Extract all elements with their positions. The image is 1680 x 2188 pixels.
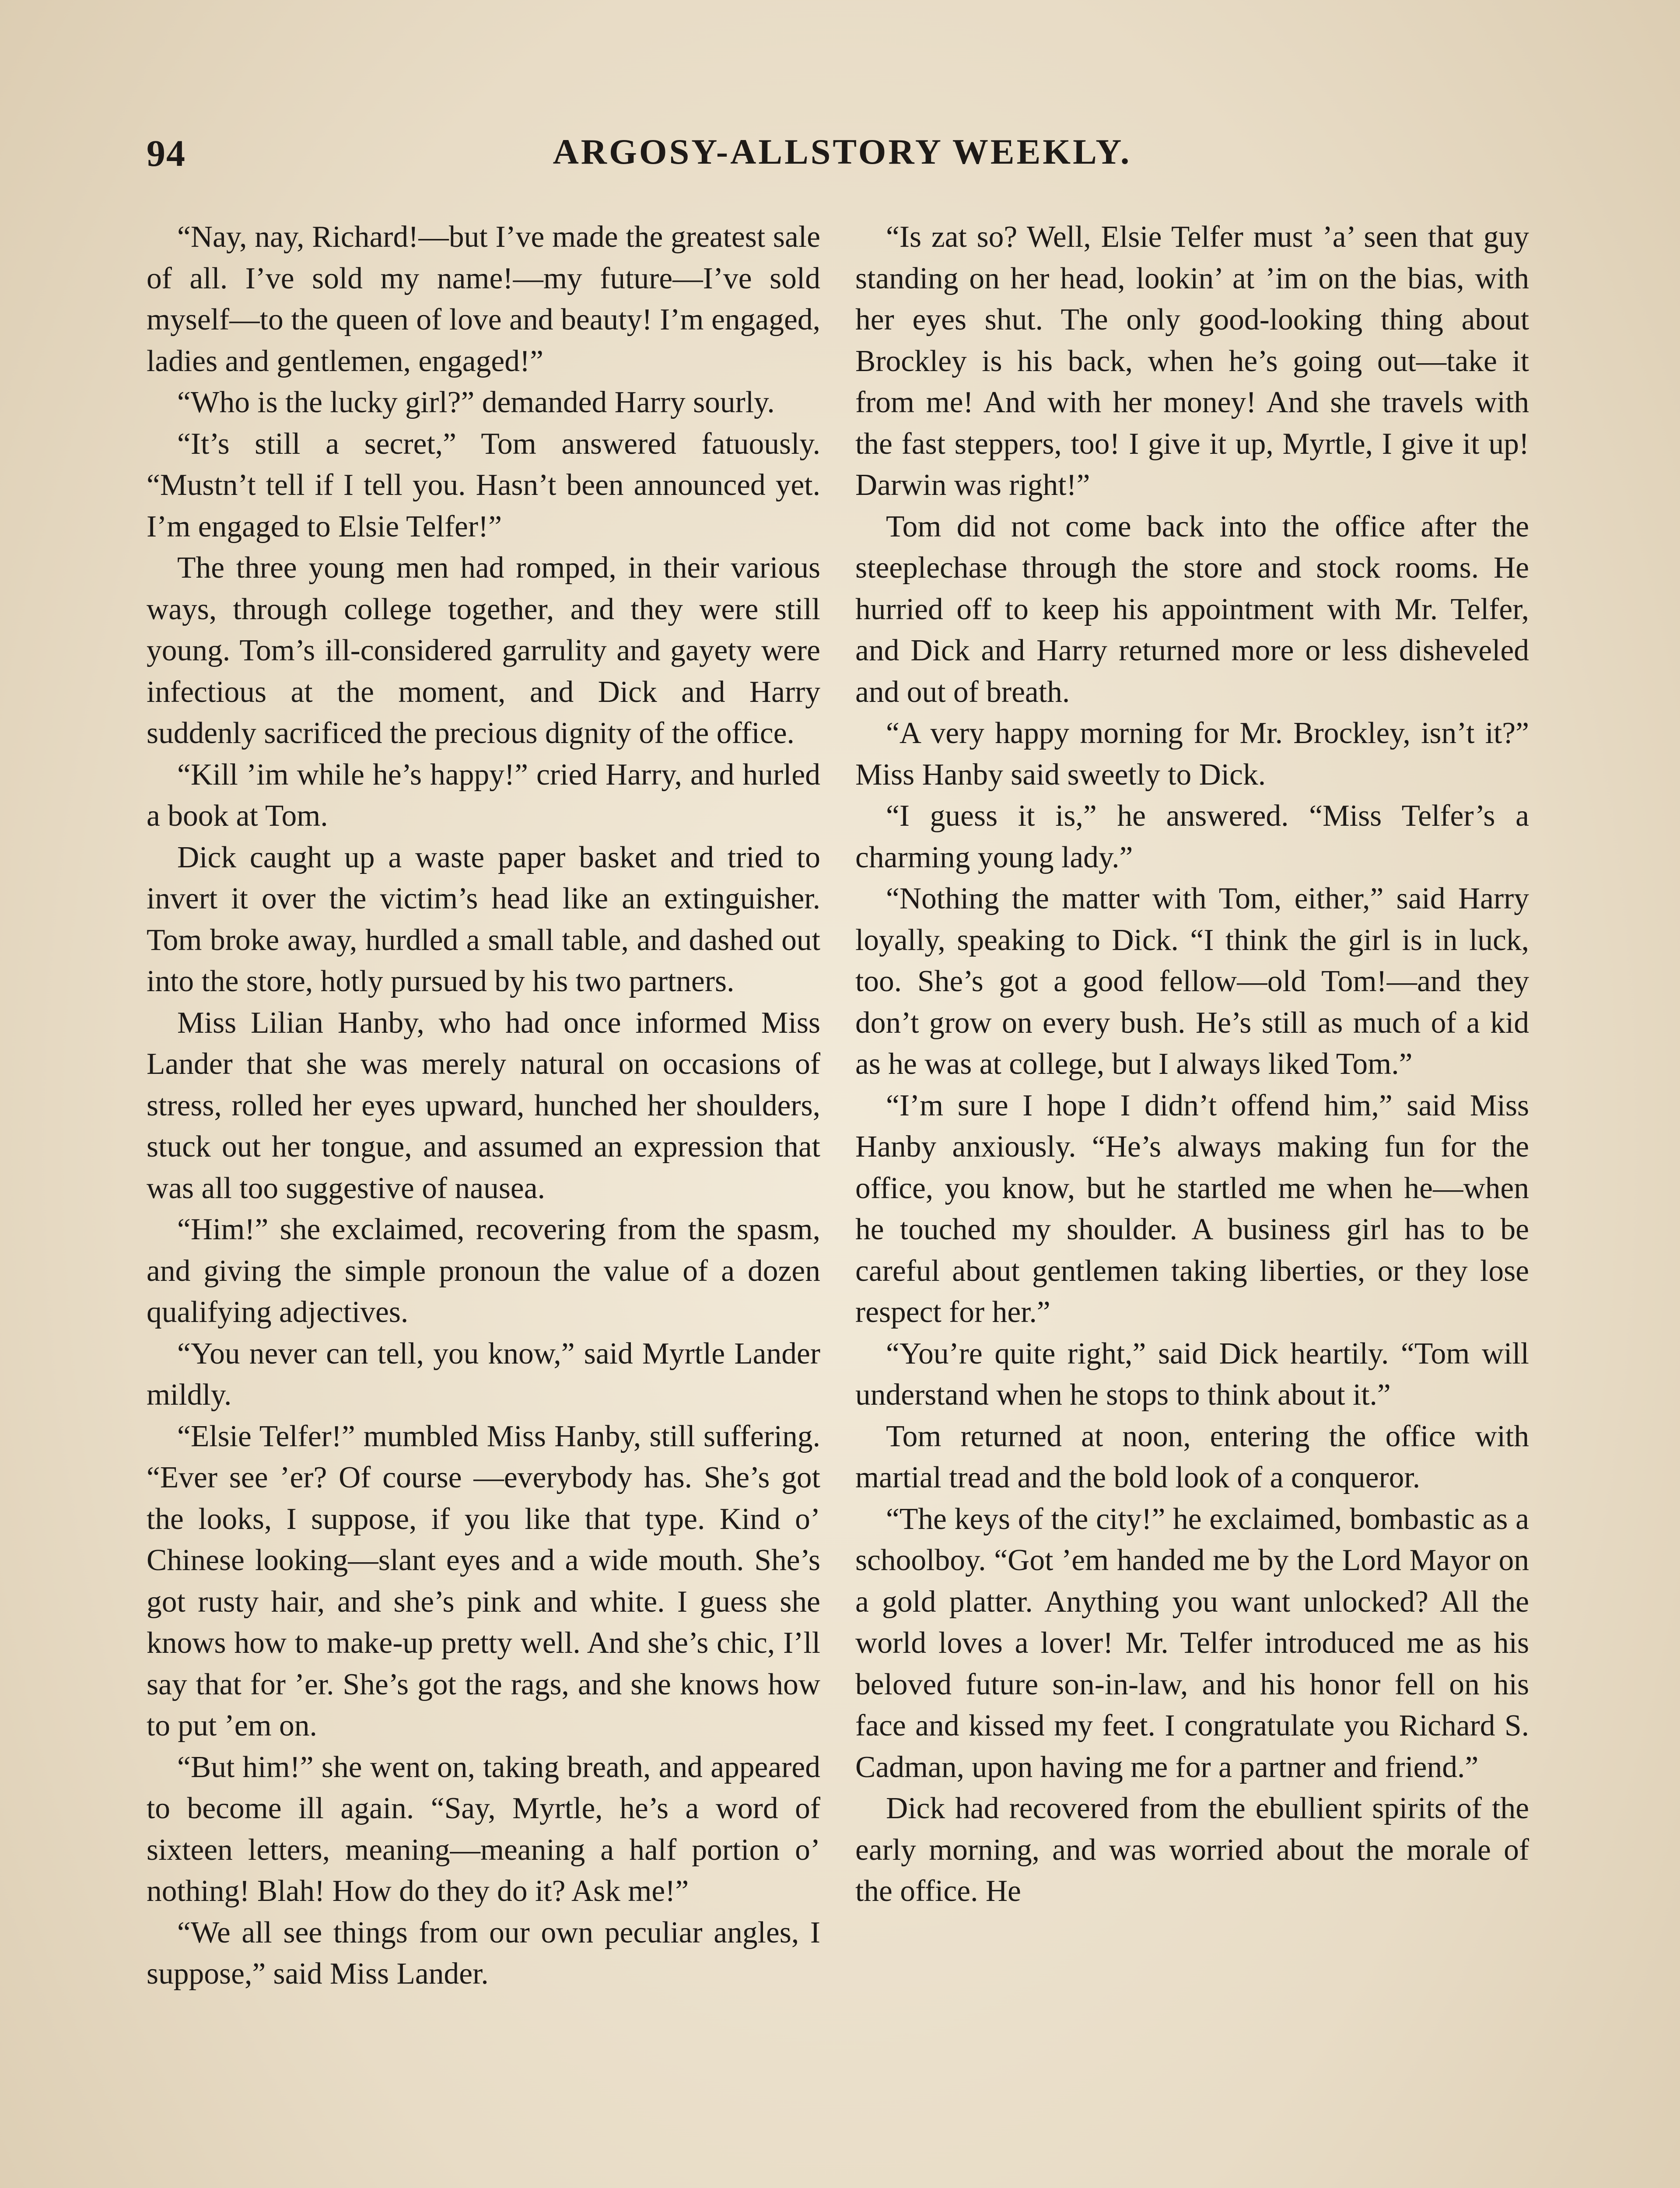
paragraph: “It’s still a secret,” Tom answered fatuously. “Mustn’t tell if I tell you. Hasn’t been announced yet. I’m engaged to Elsie Telfer!”	[147, 427, 820, 543]
paragraph: Tom did not come back into the office after the steeplechase through the store and stock rooms. He hurried off to keep his appointment with Mr. Telfer, and Dick and Harry returned more or less disheveled and out of breath.	[855, 509, 1529, 709]
paragraph: Miss Lilian Hanby, who had once informed Miss Lander that she was merely natural on occasions of stress, rolled her eyes upward, hunched her shoulders, stuck out her tongue, and assumed an expression that was all too suggestive of nausea.	[147, 1006, 820, 1205]
paragraph: “Nay, nay, Richard!—but I’ve made the greatest sale of all. I’ve sold my name!—my future—I’ve sold myself—to the queen of love and beauty! I’m engaged, ladies and gentlemen, engaged!”	[147, 220, 820, 378]
page-number: 94	[147, 132, 186, 174]
paragraph: “You never can tell, you know,” said Myrtle Lander mildly.	[147, 1336, 820, 1412]
paragraph: “A very happy morning for Mr. Brockley, isn’t it?” Miss Hanby said sweetly to Dick.	[855, 716, 1529, 792]
paragraph: “But him!” she went on, taking breath, and appeared to become ill again. “Say, Myrtle, he’s a word of sixteen letters, meaning—meaning a half portion o’ nothing! Blah! How do they do it? Ask me!”	[147, 1750, 820, 1908]
paragraph: Tom returned at noon, entering the office with martial tread and the bold look of a conqueror.	[855, 1419, 1529, 1494]
left-column	[147, 217, 820, 1995]
paragraph: Dick caught up a waste paper basket and tried to invert it over the victim’s head like an extinguisher. Tom broke away, hurdled a small table, and dashed out into the store, hotly pursued by his two partners.	[147, 840, 820, 998]
paragraph: “Is zat so? Well, Elsie Telfer must ’a’ seen that guy standing on her head, lookin’ at ’im on the bias, with her eyes shut. The only good-looking thing about Brockley is his back, when he’s going out—take it from me! And with her money! And she travels with the fast steppers, too! I give it up, Myrtle, I give it up! Darwin was right!”	[855, 220, 1529, 502]
paragraph: “Him!” she exclaimed, recovering from the spasm, and giving the simple pronoun the value of a dozen qualifying adjectives.	[147, 1213, 820, 1329]
page-header	[147, 131, 1538, 193]
text-columns	[147, 217, 1538, 2188]
paragraph: “I guess it is,” he answered. “Miss Telfer’s a charming young lady.”	[855, 799, 1529, 874]
paragraph: “Elsie Telfer!” mumbled Miss Hanby, still suffering. “Ever see ’er? Of course —everybody has. She’s got the looks, I suppose, if you like that type. Kind o’ Chinese looking—slant eyes and a wide mouth. She’s got rusty hair, and she’s pink and white. I guess she knows how to make-up pretty well. And she’s chic, I’ll say that for ’er. She’s got the rags, and she knows how to put ’em on.	[147, 1419, 820, 1743]
paragraph: “We all see things from our own peculiar angles, I suppose,” said Miss Lander.	[147, 1915, 820, 1991]
paragraph: “Kill ’im while he’s happy!” cried Harry, and hurled a book at Tom.	[147, 757, 820, 833]
paragraph: “Nothing the matter with Tom, either,” said Harry loyally, speaking to Dick. “I think the girl is in luck, too. She’s got a good fellow—old Tom!—and they don’t grow on every bush. He’s still as much of a kid as he was at college, but I always liked Tom.”	[855, 882, 1529, 1081]
running-title: ARGOSY-ALLSTORY WEEKLY.	[553, 132, 1132, 172]
paragraph: Dick had recovered from the ebullient spirits of the early morning, and was worried about the morale of the office. He	[855, 1792, 1529, 1908]
right-column	[855, 217, 1529, 1912]
paragraph: “I’m sure I hope I didn’t offend him,” said Miss Hanby anxiously. “He’s always making fun for the office, you know, but he startled me when he—when he touched my shoulder. A business girl has to be careful about gentlemen taking liberties, or they lose respect for her.”	[855, 1088, 1529, 1329]
paragraph: “The keys of the city!” he exclaimed, bombastic as a schoolboy. “Got ’em handed me by the Lord Mayor on a gold platter. Anything you want unlocked? All the world loves a lover! Mr. Telfer introduced me as his beloved future son-in-law, and his honor fell on his face and kissed my feet. I congratulate you Richard S. Cadman, upon having me for a partner and friend.”	[855, 1502, 1529, 1784]
paragraph: The three young men had romped, in their various ways, through college together, and they were still young. Tom’s ill-considered garrulity and gayety were infectious at the moment, and Dick and Harry suddenly sacrificed the precious dignity of the office.	[147, 551, 820, 750]
paragraph: “Who is the lucky girl?” demanded Harry sourly.	[177, 386, 775, 419]
paragraph: “You’re quite right,” said Dick heartily. “Tom will understand when he stops to think about it.”	[855, 1336, 1529, 1412]
